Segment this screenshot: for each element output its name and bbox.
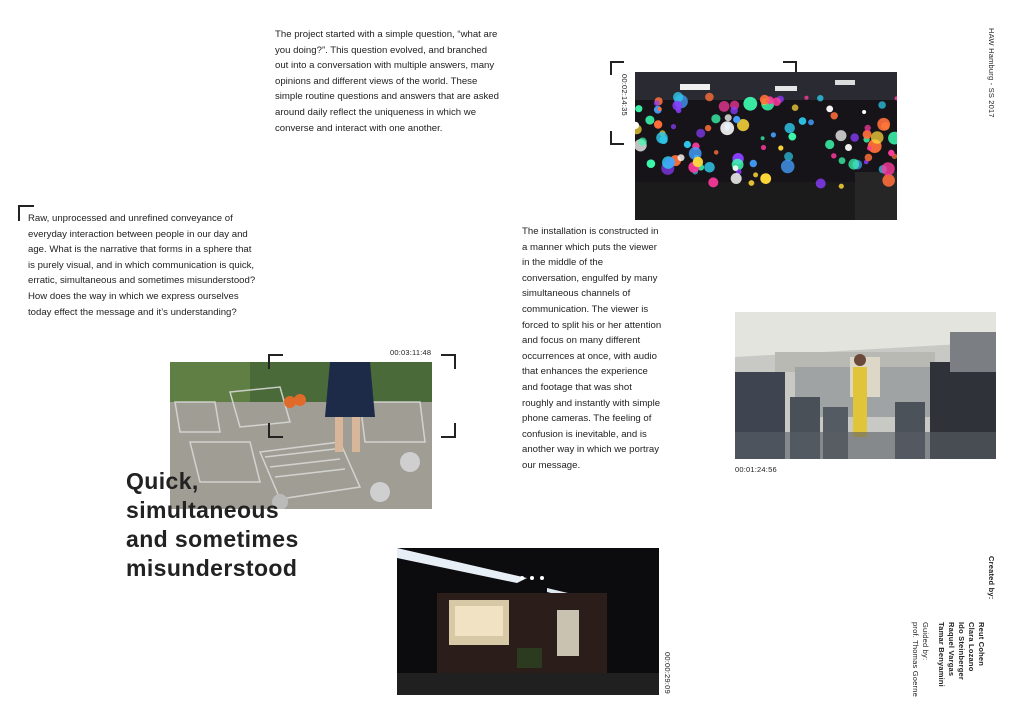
corner-bracket bbox=[441, 423, 456, 438]
corner-bracket bbox=[268, 423, 283, 438]
guided-by-label: Guided by: bbox=[921, 622, 930, 661]
timecode-carts: 00:03:11:48 bbox=[390, 348, 432, 357]
airplane-photo bbox=[735, 312, 996, 459]
headline-line: simultaneous bbox=[126, 497, 280, 523]
headline-line: and sometimes bbox=[126, 526, 299, 552]
creator-name: Ido Steinberger bbox=[957, 622, 966, 681]
raw-paragraph: Raw, unprocessed and unrefined conveyance of everyday interaction between people in our day and age. What is the narrative that forms in a sphere that is purely visual, and in which communication is quick, erratic, simultaneous and sometimes misunderstood? How does the way in which we express ourselves today effect the message and it’s understanding? bbox=[28, 213, 256, 318]
intro-paragraph: The project started with a simple question, “what are you doing?”. This question evolved, and branched out into a conversation with multiple answers, many opinions and different views of the world. These simple routine questions and answers that are asked around daily reflect the uniqueness in which we converse and interact with one another. bbox=[275, 29, 499, 134]
headline bbox=[126, 467, 299, 583]
corner-bracket bbox=[441, 354, 456, 369]
guide-name: prof. Thomas Goerne bbox=[911, 622, 920, 697]
creator-name: Clara Lozano bbox=[967, 622, 976, 672]
corner-bracket bbox=[610, 61, 624, 75]
creator-name: Raquel Vargas bbox=[947, 622, 956, 677]
timecode-building: 00:00:29:09 bbox=[663, 652, 672, 694]
creator-name: Tamar Benyamini bbox=[937, 622, 946, 687]
school-label: HAW Hamburg - SS 2017 bbox=[987, 28, 996, 118]
lights-photo bbox=[635, 72, 897, 220]
installation-paragraph: The installation is constructed in a manner which puts the viewer in the middle of the conversation, engulfed by many simultaneous channels of communication. The viewer is forced to split his or her attention and focus on many different occurrences at once, with audio that enhances the experience and footage that was shot roughly and instantly with simple phone cameras. The feeling of confusion is inevitable, and is another way in which we portray our message. bbox=[522, 226, 662, 471]
created-by-label: Created by: bbox=[987, 556, 996, 600]
corner-bracket bbox=[268, 354, 283, 369]
timecode-lights: 00:02:14:35 bbox=[620, 74, 629, 116]
timecode-airplane: 00:01:24:56 bbox=[735, 465, 777, 474]
headline-line: misunderstood bbox=[126, 555, 298, 581]
corner-bracket bbox=[610, 131, 624, 145]
creator-name: Reut Cohen bbox=[977, 622, 986, 667]
headline-line: Quick, bbox=[126, 468, 199, 494]
building-photo bbox=[397, 548, 659, 695]
